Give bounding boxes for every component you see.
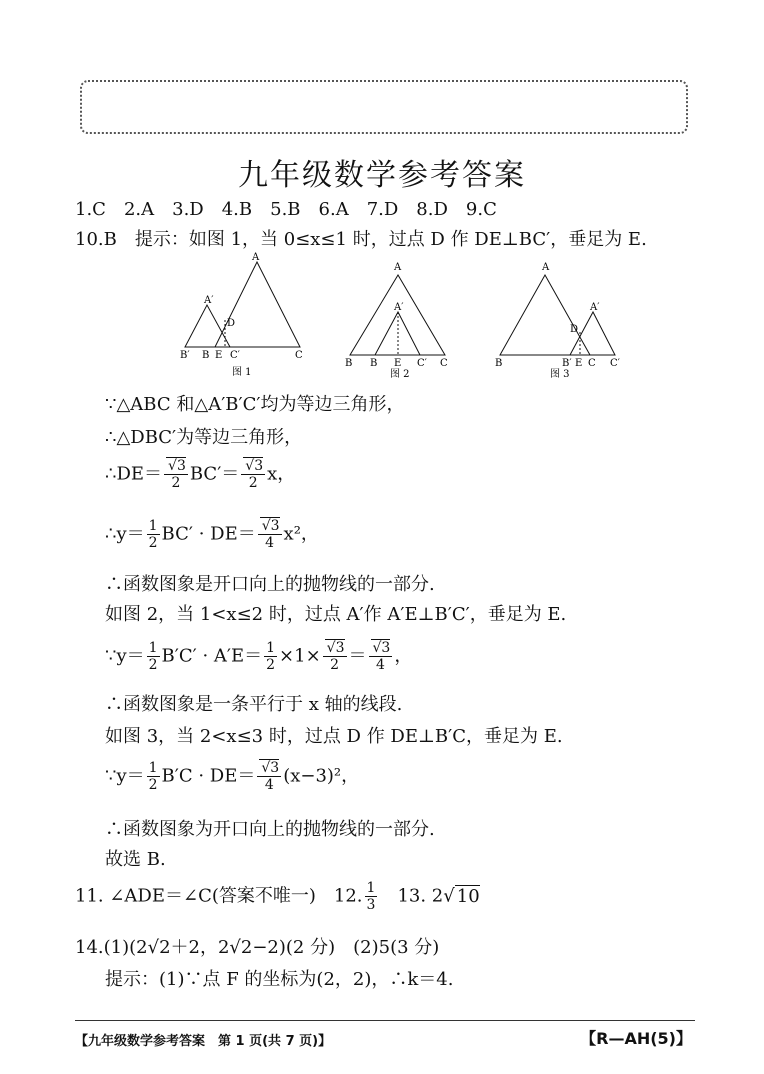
svg-text:E: E — [575, 358, 583, 369]
svg-text:B′: B′ — [180, 350, 190, 361]
svg-text:A: A — [542, 262, 550, 273]
svg-text:B: B — [345, 358, 353, 369]
header-dotted-frame — [80, 80, 688, 134]
q14-line2: 提示：(1)∵点 F 的坐标为(2，2)，∴k＝4. — [105, 969, 454, 990]
fraction: $\frac{√3}{4}$ — [257, 760, 281, 793]
footer-code: 【R—AH(5)】 — [580, 1029, 692, 1048]
footer-rule — [75, 1020, 695, 1021]
svg-text:C: C — [440, 358, 448, 369]
svg-text:C: C — [295, 350, 303, 361]
svg-text:E: E — [394, 358, 402, 369]
fraction: $\frac{1}{3}$ — [366, 880, 376, 913]
svg-text:E: E — [215, 350, 223, 361]
q10-line12: 故选 B. — [105, 849, 166, 870]
fraction: $\frac{√3}{2}$ — [323, 640, 347, 673]
fraction: $\frac{√3}{4}$ — [369, 640, 393, 673]
svg-text:B′: B′ — [562, 358, 572, 369]
q10-line1: ∵△ABC 和△A′B′C′均为等边三角形， — [105, 394, 405, 415]
q10-line5: ∴函数图象是开口向上的抛物线的一部分. — [105, 574, 435, 595]
q10-line11: ∴函数图象为开口向上的抛物线的一部分. — [105, 819, 435, 840]
page-title: 九年级数学参考答案 — [238, 158, 526, 193]
svg-text:A′: A′ — [394, 302, 404, 313]
svg-text:D: D — [227, 318, 236, 329]
svg-text:B: B — [495, 358, 503, 369]
svg-text:D: D — [570, 324, 579, 335]
q10-line6: 如图 2，当 1<x≤2 时，过点 A′作 A′E⊥B′C′，垂足为 E. — [105, 604, 567, 625]
fraction: $\frac{1}{2}$ — [148, 640, 158, 673]
q10-head: 10.B 提示：如图 1，当 0≤x≤1 时，过点 D 作 DE⊥BC′，垂足为 E. — [75, 229, 647, 250]
figure-2 — [345, 262, 448, 380]
footer-page-info: 【九年级数学参考答案 第 1 页(共 7 页)】 — [75, 1034, 332, 1049]
fig1-label: 图 1 — [232, 367, 252, 378]
q10-line10: ∵y＝ $\frac{1}{2}$ B′C · DE＝ $\frac{√3}{4}$ (x−3)²， — [105, 760, 360, 793]
triangle-figures — [170, 250, 630, 385]
q10-line2: ∴△DBC′为等边三角形， — [105, 427, 303, 448]
q10-line8: ∴函数图象是一条平行于 x 轴的线段. — [105, 694, 403, 715]
svg-text:A′: A′ — [204, 295, 214, 306]
figure-3 — [495, 262, 621, 380]
svg-text:C′: C′ — [230, 350, 240, 361]
svg-text:B: B — [202, 350, 210, 361]
fraction: $\frac{√3}{2}$ — [164, 458, 188, 491]
fraction: $\frac{1}{2}$ — [148, 760, 158, 793]
answers-1-9: 1.C 2.A 3.D 4.B 5.B 6.A 7.D 8.D 9.C — [75, 199, 497, 220]
svg-text:A: A — [252, 252, 260, 263]
svg-text:C: C — [588, 358, 596, 369]
fraction: $\frac{1}{2}$ — [148, 518, 158, 551]
svg-text:B: B — [370, 358, 378, 369]
svg-text:A′: A′ — [590, 302, 600, 313]
q10-line3: ∴DE＝ $\frac{√3}{2}$ BC′＝ $\frac{√3}{2}$ x， — [105, 458, 296, 491]
fig3-label: 图 3 — [550, 369, 570, 380]
fraction: $\frac{√3}{4}$ — [258, 518, 282, 551]
q11-13-line: 11. ∠ADE＝∠C(答案不唯一) 12. $\frac{1}{3}$ 13. 2√ 10 — [75, 880, 480, 913]
fraction: $\frac{1}{2}$ — [266, 640, 276, 673]
q10-line9: 如图 3，当 2<x≤3 时，过点 D 作 DE⊥B′C，垂足为 E. — [105, 726, 563, 747]
q10-line7: ∵y＝ $\frac{1}{2}$ B′C′ · A′E＝ $\frac{1}{2}$ ×1× $\frac{√3}{2}$ ＝ $\frac{√3}{4}$ ， — [105, 640, 413, 673]
svg-text:C′: C′ — [610, 358, 620, 369]
q10-line4: ∴y＝ $\frac{1}{2}$ BC′ · DE＝ $\frac{√3}{4}$ x²， — [105, 518, 319, 551]
figure-1 — [180, 252, 303, 378]
fraction: $\frac{√3}{2}$ — [241, 458, 265, 491]
fig2-label: 图 2 — [390, 369, 410, 380]
svg-text:C′: C′ — [417, 358, 427, 369]
svg-text:A: A — [394, 262, 402, 273]
q14-line1: 14.(1)(2√2＋2，2√2−2)(2 分) (2)5(3 分) — [75, 937, 440, 958]
